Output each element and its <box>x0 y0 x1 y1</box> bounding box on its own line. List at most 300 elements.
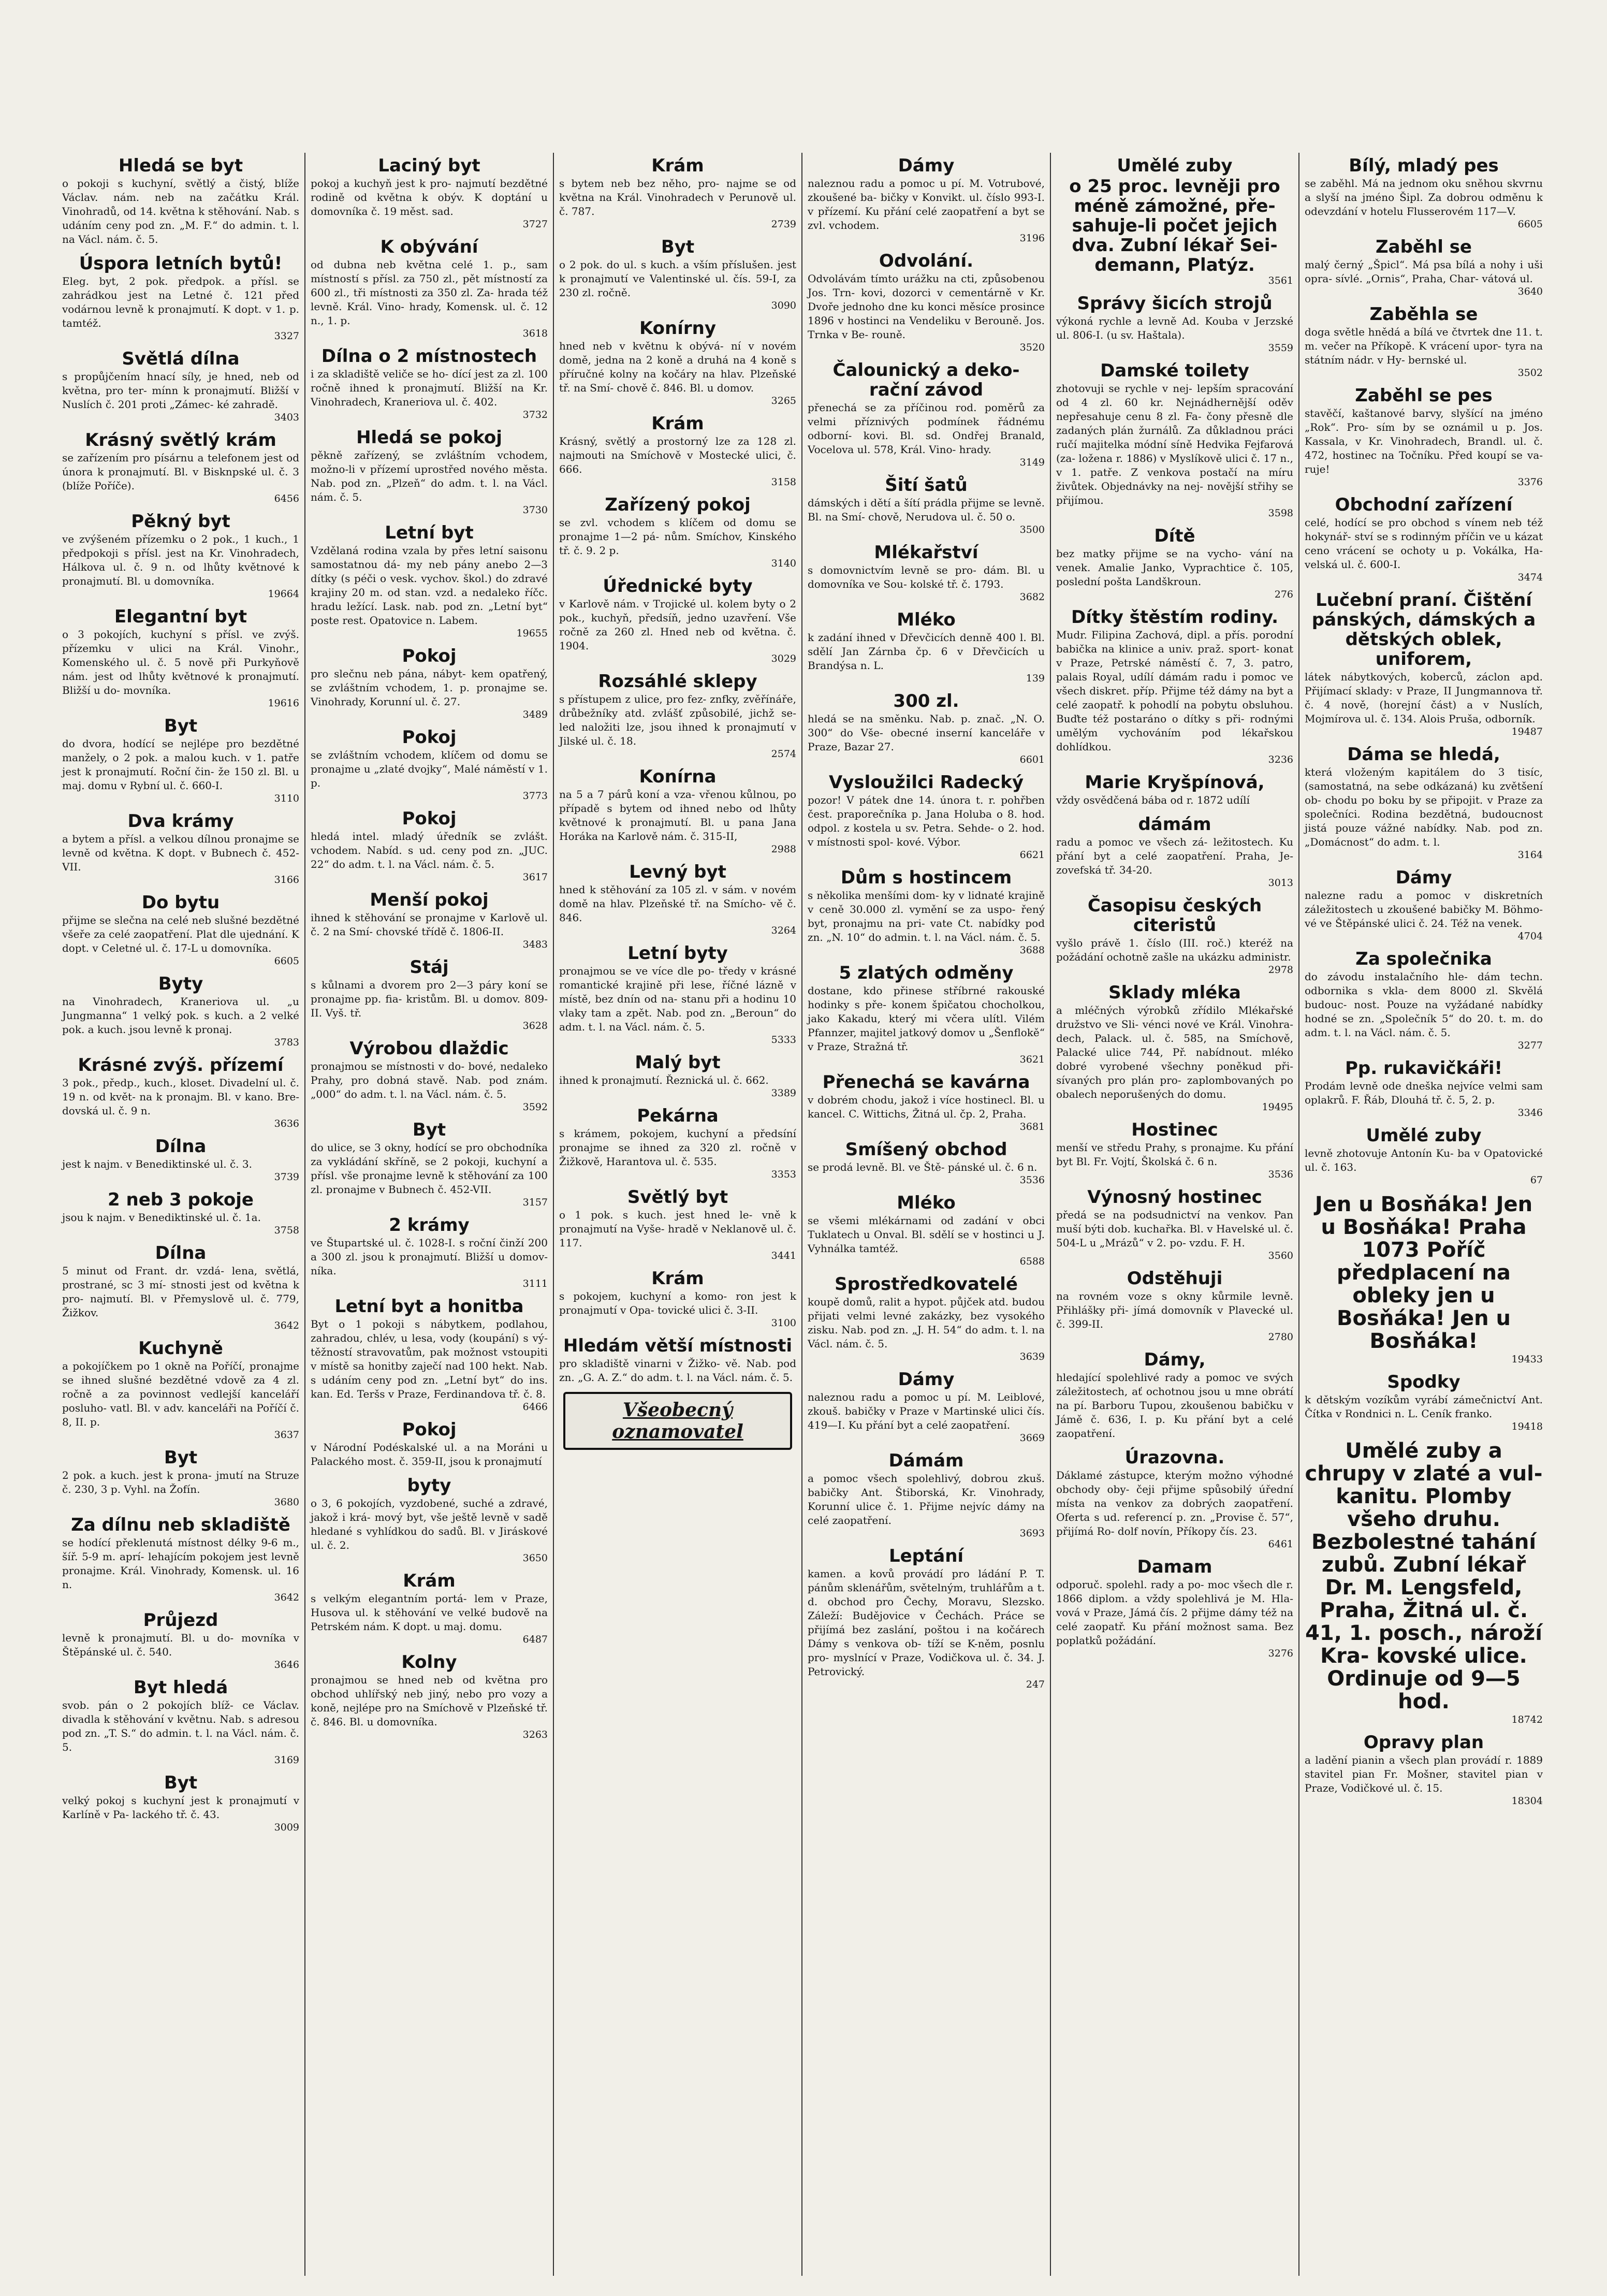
classified-ad <box>1056 361 1293 519</box>
classified-ad <box>559 672 796 760</box>
ad-number: 3263 <box>522 1729 548 1740</box>
ad-text: levně k pronajmutí. Bl. u do- movníka v Štěpánské ul. č. 540. <box>62 1632 299 1658</box>
ad-title: 2 neb 3 pokoje <box>108 1189 254 1210</box>
classified-ad <box>1305 1440 1543 1725</box>
ad-number: 6605 <box>1517 219 1543 230</box>
ad-title: Výnosný hostinec <box>1087 1187 1262 1208</box>
ad-number: 2574 <box>771 748 796 760</box>
classified-ad <box>62 716 299 804</box>
classified-ad <box>559 576 796 664</box>
ad-number: 3561 <box>1268 275 1293 286</box>
classified-ad <box>62 1243 299 1331</box>
ad-number: 3346 <box>1517 1107 1543 1118</box>
column-3 <box>554 153 802 2276</box>
ad-text: doga světle hnědá a bílá ve čtvrtek dne 11. t. m. večer na Příkopě. K vrácení upor- tyra na státním nádr. v Hy- bernské ul. <box>1305 326 1543 366</box>
ad-text: od dubna neb května celé 1. p., sam místností s přísl. za 750 zl., pět místností za 600 zl., tři místnosti za 350 zl. Za- hrada též levně. Král. Vino- hrady, Komensk. ul. č. 12 n., 1. p. <box>311 258 548 327</box>
ad-text: zhotovuji se rychle v nej- lepším spracování od 4 zl. 60 kr. Nejnádhernější oděv nepřesahuje cenu 8 zl. Fa- čony přesně dle zadaných plán žurnálů. Za důkladnou práci ručí majitelka módní síně Hedvika Fejfarová (za- ložena r. 1886) v Myslíkově ulici č. 17 n., v 1. patře. Z venkova postačí na míru živůtek. Objednávky na nej- novější střihy se přijímou. <box>1056 382 1293 506</box>
classified-ad <box>808 773 1045 861</box>
ad-text: s bytem neb bez něho, pro- najme se od května na Král. Vinohradech v Perunově ul. č. 787. <box>559 177 796 217</box>
ad-title: Rozsáhlé sklepy <box>598 671 757 692</box>
ad-text: celé, hodící se pro obchod s vínem neb též hokynář- ství se s rodinným příčin ve u kázat ceno vrácení se ochoty u p. Vokálka, Ha- velská ul. č. 600-I. <box>1305 516 1543 571</box>
ad-title: Čalounický a deko- rační závod <box>832 360 1020 400</box>
ad-title: Dům s hostincem <box>840 867 1012 888</box>
classified-ad <box>62 1515 299 1603</box>
ad-title: Letní byt a honitba <box>334 1296 524 1317</box>
classified-ad <box>62 1678 299 1766</box>
ad-text: na 5 a 7 párů koní a vza- vřenou kůlnou, po případě s bytem od ihned nebo od lhůty květnové k pronajmutí. Bl. u pana Jana Horáka na Karlově nám. č. 315-II, <box>559 788 796 842</box>
ad-text: s přístupem z ulice, pro fez- znfky, zvěřínáře, drůbežníky atd. zvlášť způsobilé, jichž se- led naložiti lze, jsou ihned k pronajmutí v Jilské ul. č. 18. <box>559 693 796 747</box>
ad-text: přenechá se za příčinou rod. poměrů za velmi příznivých podmínek řádnému odborní- kovi. Bl. sd. Ondřej Branald, Vocelova ul. 578, Král. Vino- hrady. <box>808 401 1045 456</box>
classified-ad <box>808 1072 1045 1132</box>
ad-title: Dámám <box>888 1450 964 1471</box>
ad-text: o 3 pokojích, kuchyní s přísl. ve zvýš. přízemku v ulici na Král. Vinohr., Komenského ul. č. 5 nově při Purkyňově nám. jest od lhůty květnové k pronajmutí. Bližší u do- movníka. <box>62 628 299 696</box>
classified-ad <box>311 957 548 1031</box>
classified-ad <box>559 1187 796 1261</box>
ad-number: 3669 <box>1019 1432 1045 1444</box>
ad-text: vždy osvědčená bába od r. 1872 udílí <box>1056 794 1250 806</box>
classified-ad <box>311 890 548 950</box>
ad-text: s krámem, pokojem, kuchyní a předsíní pronajme se ihned za 320 zl. ročně v Žižkově, Harantova ul. č. 535. <box>559 1127 796 1168</box>
classified-ad <box>1056 773 1293 807</box>
ad-title: Krám <box>651 413 704 434</box>
ad-number: 3640 <box>1517 286 1543 297</box>
ad-text: levně zhotovuje Antonín Ku- ba v Opatovické ul. č. 163. <box>1305 1147 1543 1173</box>
ad-text: pronajmou se místnosti v do- bové, nedaleko Prahy, pro dobná stavě. Nab. pod znám. „000“ do adm. t. l. na Václ. nám. č. 5. <box>311 1060 548 1100</box>
ad-title: Damam <box>1137 1557 1212 1577</box>
ad-number: 6487 <box>522 1634 548 1645</box>
classified-ad <box>311 1571 548 1645</box>
ad-number: 3682 <box>1019 591 1045 603</box>
ad-text: se prodá levně. Bl. ve Ště- pánské ul. č. 6 n. <box>808 1161 1038 1173</box>
classified-ad <box>559 1106 796 1180</box>
ad-text: na Vinohradech, Kraneriova ul. „u Jungmanna“ 1 velký pok. s kuch. a 2 velké pok. a kuch. jsou levně k pronaj. <box>62 995 299 1036</box>
ad-title: Časopisu českých citeristů <box>1087 895 1262 936</box>
ad-number: 3441 <box>771 1250 796 1261</box>
ad-title: Mléko <box>897 609 956 630</box>
ad-text: s několika menšími dom- ky v lidnaté krajině v ceně 30.000 zl. vymění se za uspo- řený byt, pronajmu na pri- vate Ct. nabídky pod zn. „N. 10“ do admin. t. l. na Václ. nám. č. 5. <box>808 889 1045 943</box>
ad-number: 3636 <box>274 1118 299 1129</box>
ad-title: Byt <box>164 1772 198 1793</box>
ad-text: 3 pok., předp., kuch., kloset. Divadelní ul. č. 19 n. od květ- na k pronajm. Bl. v kano. Bre- dovská ul. č. 9 n. <box>62 1077 299 1117</box>
ad-text: jsou k najm. v Benediktinské ul. č. 1a. <box>62 1211 261 1224</box>
classified-ad <box>62 1190 299 1236</box>
classified-ad <box>1305 949 1543 1051</box>
ad-text: naleznou radu a pomoc u pí. M. Votrubové, zkoušené ba- bičky v Konvikt. ul. číslo 993-I. v přízemí. Ku přání celé zaopatření a byt se zvl. vchodem. <box>808 177 1045 231</box>
ad-text: malý černý „Špicl“. Má psa bílá a nohy i uši opra- sívlé. „Ornis“, Praha, Char- vátová ul. <box>1305 258 1543 285</box>
ad-title: Přenechá se kavárna <box>822 1072 1030 1093</box>
ad-text: Krásný, světlý a prostorný lze za 128 zl. najmouti na Smíchově v Mostecké ulici, č. 666. <box>559 435 796 475</box>
classified-ad <box>559 1053 796 1099</box>
classified-ad <box>1305 1126 1543 1186</box>
ad-title: Umělé zuby a chrupy v zlaté a vul- kanitu. Plomby všeho druhu. Bezbolestné tahání zubů. Zubní lékař Dr. M. Lengsfeld, Praha, Žitná ul. č. 41, 1. posch., nároží Kra- kovské ulice. Ordinuje od 9—5 hod. <box>1305 1439 1543 1713</box>
ad-number: 3483 <box>522 939 548 950</box>
ad-text: pokoj a kuchyň jest k pro- najmutí bezdětné rodině od května k obýv. K doptání u domovníka č. 19 měst. sad. <box>311 177 548 217</box>
ad-number: 2780 <box>1268 1331 1293 1343</box>
ad-title: Stáj <box>410 957 449 978</box>
ad-text: v Karlově nám. v Trojické ul. kolem byty o 2 pok., kuchyň, předsíň, jedno uzavření. Vše ročně za 260 zl. Hned neb od května. č. 1904. <box>559 598 796 652</box>
ad-number: 19418 <box>1511 1421 1543 1432</box>
classified-ad <box>1305 1193 1543 1365</box>
ad-number: 3100 <box>771 1317 796 1329</box>
ad-number: 3618 <box>522 328 548 339</box>
classified-ad <box>1305 590 1543 737</box>
ad-text: stavěčí, kaštanové barvy, slyšící na jméno „Rok“. Pro- sím by se oznámil u p. Jos. Kassala, v Kr. Vinohradech, Brandl. ul. č. 472, hostinec na Točníku. Před koupí se va- ruje! <box>1305 407 1543 475</box>
ad-title: Dítky štěstím rodiny. <box>1071 607 1278 628</box>
ad-text: s kůlnami a dvorem pro 2—3 páry koní se pronajme pp. fia- kristům. Bl. u domov. 809-II. Vyš. tř. <box>311 979 548 1019</box>
ad-text: hledá se na směnku. Nab. p. znač. „N. O. 300“ do Vše- obecné inserní kanceláře v Praze, Bazar 27. <box>808 713 1045 753</box>
classified-ad <box>311 728 548 802</box>
classified-ad <box>1056 607 1293 765</box>
ad-number: 19433 <box>1511 1354 1543 1365</box>
classified-ad <box>311 1476 548 1564</box>
banner-vseobecny-oznamovatel <box>563 1392 792 1450</box>
ad-number: 3730 <box>522 504 548 516</box>
ad-number: 19487 <box>1511 726 1543 737</box>
ad-number: 3520 <box>1019 342 1045 353</box>
classified-ad <box>808 475 1045 535</box>
ad-number: 3688 <box>1019 944 1045 956</box>
ad-text: a pokojíčkem po 1 okně na Poříčí, pronajme se ihned slušné bezdětné vdově za 4 zl. ročně a za povinnost vedlejší kanceláří posluho- vatl. Bl. v adv. kanceláři na Poříčí č. 8, II. p. <box>62 1360 299 1428</box>
classified-ad <box>1056 896 1293 976</box>
classified-ad <box>1056 1448 1293 1550</box>
ad-title: Byt <box>164 716 198 736</box>
classified-ad <box>62 893 299 967</box>
classified-ad <box>311 1652 548 1740</box>
ad-title: Šití šatů <box>885 475 968 496</box>
ad-number: 3403 <box>274 412 299 423</box>
ad-text: Odvolávám tímto urážku na cti, způsobenou Jos. Trn- kovi, dozorci v cementárně v Kr. Dvoře jednoho dne ku konci měsíce prosince 1896 v hostinci na Vendeliku v Berouně. Jos. Trnka v Be- rouně. <box>808 272 1045 341</box>
classified-ad <box>1056 1120 1293 1180</box>
ad-text: ihned k stěhování se pronajme v Karlově ul. č. 2 na Smí- chovské třídě č. 1806-II. <box>311 911 548 938</box>
ad-number: 247 <box>1026 1679 1045 1690</box>
classified-ad <box>1056 1269 1293 1343</box>
ad-number: 6601 <box>1019 754 1045 765</box>
ad-number: 19664 <box>268 588 299 600</box>
classified-ad <box>808 360 1045 468</box>
ad-number: 3560 <box>1268 1250 1293 1261</box>
classified-ad <box>808 963 1045 1065</box>
banner-line-1: Všeobecný <box>622 1399 733 1421</box>
classified-ad <box>311 646 548 720</box>
ad-number: 6605 <box>274 955 299 967</box>
ad-text: dostane, kdo přinese stříbrné rakouské hodinky s pře- konem špičatou chocholkou, jako Kakadu, který mi včera ulítl. Vilém Pfannzer, majitel jatkový domov u „Šenflokě“ v Praze, Stražná tř. <box>808 984 1045 1053</box>
ad-text: bez matky přijme se na vycho- vání na venek. Amalie Janko, Vyprachtice č. 105, poslední pošta Landškroun. <box>1056 547 1293 588</box>
ad-text: naleznou radu a pomoc u pí. M. Leiblové, zkouš. babičky v Praze v Martinské ulici čís. 419—I. Ku přání byt a celé zaopatření. <box>808 1391 1045 1431</box>
ad-number: 19655 <box>516 628 548 639</box>
ad-text: ve zvýšeném přízemku o 2 pok., 1 kuch., 1 předpokoji s přísl. jest na Kr. Vinohradech, Hálkova ul. č. 9 n. od lhůty květnové k pronajmutí. Bl. u domovníka. <box>62 533 299 587</box>
classified-ad <box>808 868 1045 956</box>
ad-number: 3758 <box>274 1225 299 1236</box>
ad-text: se hodící překlenutá místnost délky 9-6 m., šíř. 5-9 m. aprí- lehajícím pokojem jest levně pronajme. Král. Vinohrady, Komensk. ul. 16 n. <box>62 1536 299 1591</box>
ad-title: Letní byt <box>385 522 474 543</box>
ad-text: přijme se slečna na celé neb slušné bezdětné všeře za celé zaopatření. Plat dle ujednání. K dopt. v Celetné ul. č. 17-L u domovníka. <box>62 914 299 954</box>
ad-number: 3164 <box>1517 849 1543 861</box>
ad-text: pro skladiště vinarni v Žižko- vě. Nab. pod zn. „G. A. Z.“ do adm. t. l. na Václ. nám. č. 5. <box>559 1357 796 1384</box>
classified-ad <box>559 767 796 855</box>
ad-title: Jen u Bosňáka! Jen u Bosňáka! Praha 1073 Poříč předplacení na obleky jen u Bosňáka! Jen u Bosňáka! <box>1314 1193 1533 1353</box>
ad-title: Výrobou dlaždic <box>349 1038 509 1059</box>
ad-number: 3090 <box>771 300 796 311</box>
ad-text: dámských i dětí a šítí prádla přijme se levně. Bl. na Smí- chově, Nerudova ul. č. 50 o. <box>808 497 1045 523</box>
ad-number: 3236 <box>1268 754 1293 765</box>
ad-title: Světlá dílna <box>122 348 240 369</box>
ad-title: Dílna <box>155 1243 207 1263</box>
column-4 <box>802 153 1051 2276</box>
ad-number: 3327 <box>274 330 299 342</box>
ad-number: 3650 <box>522 1552 548 1564</box>
classified-ad <box>559 943 796 1045</box>
ad-number: 3149 <box>1019 457 1045 468</box>
ad-text: pěkně zařízený, se zvláštním vchodem, možno-li v přízemí uprostřed nového města. Nab. pod zn. „Plzeň“ do adm. t. l. na Václ. nám. č. 5. <box>311 449 548 503</box>
classified-ad <box>62 1339 299 1441</box>
ad-number: 3639 <box>1019 1351 1045 1362</box>
ad-title: Dáma se hledá, <box>1347 744 1500 765</box>
classified-page <box>57 153 1548 2276</box>
ad-text: do ulice, se 3 okny, hodící se pro obchodníka za vykládání skříně, se 2 pokoji, kuchyní a přísl. vše pronajme levně k stěhování za 100 zl. pronajme v Bubnech č. 452-VII. <box>311 1141 548 1196</box>
ad-title: Byt <box>412 1120 446 1140</box>
ad-text: ve Štupartské ul. č. 1028-I. s roční činží 200 a 300 zl. jsou k pronajmutí. Bližší u domov- níka. <box>311 1237 548 1277</box>
ad-title: Dva krámy <box>127 811 234 832</box>
classified-ad <box>1056 294 1293 354</box>
classified-ad <box>808 156 1045 244</box>
ad-text: o 1 pok. s kuch. jest hned le- vně k pronajmutí na Vyše- hradě v Neklanově ul. č. 117. <box>559 1209 796 1249</box>
ad-title: Obchodní zařízení <box>1335 495 1513 515</box>
classified-ad <box>62 1137 299 1183</box>
ad-text: koupě domů, ralit a hypot. půjček atd. budou přijati velmi levné zakázky, bez vysokého zisku. Nab. pod zn. „J. H. 54“ do adm. t. l. na Václ. nám. č. 5. <box>808 1296 1045 1350</box>
banner-line-2: oznamovatel <box>612 1421 743 1443</box>
classified-ad <box>1056 1557 1293 1659</box>
ad-title: Dílna <box>155 1136 207 1157</box>
classified-ad <box>1056 156 1293 286</box>
ad-number: 3029 <box>771 653 796 664</box>
ad-number: 3637 <box>274 1429 299 1441</box>
ad-text: i za skladiště veliče se ho- dící jest za zl. 100 ročně ihned k pronajmutí. Bližší na Kr. Vinohradech, Kraneriova ul. č. 402. <box>311 368 548 408</box>
ad-text: 2 pok. a kuch. jest k prona- jmutí na Struze č. 230, 3 p. Vyhl. na Žofín. <box>62 1469 299 1495</box>
ad-title: Za společnika <box>1355 949 1492 969</box>
classified-ad <box>808 1370 1045 1444</box>
ad-text: Mudr. Filipina Zachová, dipl. a přís. porodní babička na klinice a univ. praž. sport- konat v Praze, Petrské náměstí č. 7, 3. patro, palais Royal, udílí dámám radu i pomoc ve všech diskret. příp. Přijme též dámy na byt a celé zaopatř. k pohodlí na pobytu obsluhou. Buďte též postaráno o dítky s při- rodnými umělým vychováním pod lékařskou dohlídkou. <box>1056 629 1293 753</box>
classified-ad <box>311 428 548 516</box>
ad-text: na rovném voze s okny kůrmile levně. Přihlášky při- jímá domovník v Plavecké ul. č. 399-II. <box>1056 1290 1293 1330</box>
ad-title: Vysloužilci Radecký <box>828 772 1024 793</box>
classified-ad <box>311 346 548 420</box>
ad-text: svob. pán o 2 pokojích blíž- ce Václav. divadla k stěhování v květnu. Nab. s adresou pod zn. „T. S.“ do admin. t. l. na Václ. nám. č. 5. <box>62 1699 299 1753</box>
ad-number: 3140 <box>771 558 796 569</box>
ad-number: 4704 <box>1517 931 1543 942</box>
ad-title: Umělé zuby <box>1366 1125 1482 1146</box>
classified-ad <box>1056 526 1293 600</box>
ad-text: předá se na podsudnictví na venkov. Pan muší býti dob. kuchařka. Bl. v Havelské ul. č. 504-L u „Mrázů“ v 2. po- vzdu. F. H. <box>1056 1209 1293 1249</box>
ad-text: s velkým elegantním portá- lem v Praze, Husova ul. k stěhování ve velké budově na Petrském nám. K dopt. u maj. domu. <box>311 1592 548 1633</box>
ad-number: 3727 <box>522 219 548 230</box>
ad-text: do závodu instalačního hle- dám techn. odbornika s vkla- dem 8000 zl. Skvělá budouc- nost. Pouze na vyžádané nabídky hodné se zn. „Společník 5“ do 20. t. m. do adm. t. l. na Václ. nám. č. 5. <box>1305 970 1543 1039</box>
classified-ad <box>311 1215 548 1289</box>
ad-text: s domovnictvím levně se pro- dám. Bl. u domovníka ve Sou- kolské tř. č. 1793. <box>808 564 1045 590</box>
ad-text: pro slečnu neb pána, nábyt- kem opatřený, se zvláštním vchodem, 1. p. pronajme se. Vinohrady, Korunní ul. č. 27. <box>311 667 548 708</box>
ad-number: 18304 <box>1511 1795 1543 1807</box>
classified-ad <box>311 237 548 339</box>
ad-title: Byt <box>164 1447 198 1468</box>
classified-ad <box>62 156 299 246</box>
ad-number: 6588 <box>1019 1256 1045 1267</box>
classified-ad <box>311 1120 548 1208</box>
ad-number: 3642 <box>274 1320 299 1331</box>
classified-ad <box>62 974 299 1048</box>
ad-text: a bytem a přísl. a velkou dílnou pronajme se levně od května. K dopt. v Bubnech č. 452-VII. <box>62 833 299 873</box>
ad-text: Vzdělaná rodina vzala by přes letní saisonu samostatnou dá- my neb pány anebo 2—3 dítky (s péči o vesk. vychov. škol.) do zdravé krajiny 20 m. od stan. vzd. a nedaleko říčc. hradu ležící. Lask. nab. pod zn. „Letní byt“ poste rest. Opatovice n. Labem. <box>311 544 548 627</box>
classified-ad <box>1305 304 1543 379</box>
ad-number: 3536 <box>1019 1174 1045 1186</box>
ad-title: dámám <box>1138 814 1211 835</box>
ad-text: o 25 proc. levněji pro méně zámožné, pře- sahuje-li počet jejich dva. Zubní lékař Sei- demann, Platýz. <box>1069 176 1280 275</box>
ad-title: Dámy <box>1395 867 1452 888</box>
ad-number: 3489 <box>522 709 548 720</box>
classified-ad <box>808 1274 1045 1362</box>
ad-title: Do bytu <box>141 892 220 913</box>
ad-title: Za dílnu neb skladiště <box>71 1515 290 1535</box>
classified-ad <box>1305 745 1543 861</box>
ad-title: Krásný světlý krám <box>85 430 276 451</box>
ad-title: Odstěhuji <box>1127 1268 1223 1289</box>
ad-title: Letní byty <box>627 943 728 964</box>
ad-text: s propůjčením hnací síly, je hned, neb od května, pro ter- mínn k pronajmutí. Bližší v Nuslích č. 201 proti „Zámec- ké zahradě. <box>62 370 299 411</box>
classified-ad <box>1305 1733 1543 1807</box>
ad-title: Konírna <box>639 766 717 787</box>
ad-text: jest k najm. v Benediktinské ul. č. 3. <box>62 1158 252 1170</box>
ad-title: Laciný byt <box>378 155 480 176</box>
ad-title: K obývání <box>380 237 478 257</box>
classified-ad <box>1305 237 1543 297</box>
ad-number: 67 <box>1530 1174 1543 1186</box>
ad-title: Úspora letních bytů! <box>79 253 283 274</box>
classified-ad <box>559 495 796 569</box>
ad-title: Umělé zuby <box>1117 155 1233 176</box>
classified-ad <box>808 1140 1045 1186</box>
ad-text: kamen. a kovů provádí pro ládání P. T. pánům sklenářům, světelným, truhlářům a t. d. obchod pro Čechy, Moravu, Slezsko. Záleží: Budějovice v Čechách. Práce se přijímá bez zaslání, poštou i na kočárech Dámy s venkova ob- tíží se K-něm, posnlu pro- myslnící v Praze, Vodičkova ul. č. 34. J. Petrovický. <box>808 1567 1045 1678</box>
ad-number: 3773 <box>522 790 548 802</box>
ad-number: 3376 <box>1517 476 1543 488</box>
column-1 <box>57 153 305 2276</box>
ad-text: a mléčných výrobků zřídilo Mlékařské družstvo ve Sli- vénci nové ve Král. Vinohra- dech, Palack. ul. č. 585, na Smíchově, Palacké ulice 744, Př. nabídnout. mléko dobré vyrobené všechny poněkud při- sívaných pro plán pro- zaplombovaných po obalech neporušených do domu. <box>1056 1004 1293 1100</box>
classified-ad <box>62 1055 299 1129</box>
ad-number: 3680 <box>274 1496 299 1508</box>
ad-number: 6621 <box>1019 849 1045 861</box>
ad-number: 3617 <box>522 871 548 883</box>
classified-ad <box>1305 156 1543 230</box>
classified-ad <box>62 254 299 342</box>
ad-title: Sklady mléka <box>1108 982 1241 1003</box>
ad-number: 3500 <box>1019 524 1045 535</box>
ad-title: Úřednické byty <box>603 576 753 597</box>
classified-ad <box>1305 495 1543 583</box>
ad-title: Dámy <box>898 1369 955 1390</box>
ad-title: Pekárna <box>637 1106 719 1126</box>
ad-title: Marie Kryšpínová, <box>1085 772 1265 793</box>
classified-ad <box>1056 1187 1293 1261</box>
ad-title: Pěkný byt <box>131 511 230 532</box>
ad-title: Zaběhla se <box>1369 304 1478 325</box>
ad-text: radu a pomoc ve všech zá- ležitostech. Ku přání byt a celé zaopatření. Praha, Je- zovefská tř. 34-20. <box>1056 836 1293 876</box>
ad-title: Odvolání. <box>879 251 974 271</box>
ad-text: hned k stěhování za 105 zl. v sám. v novém domě na hlav. Plzeňské tř. na Smícho- vě č. 846. <box>559 883 796 924</box>
ad-number: 3559 <box>1268 342 1293 354</box>
classified-ad <box>808 610 1045 684</box>
ad-text: nalezne radu a pomoc v diskretních záležitostech u zkoušené babičky M. Böhmo- vé ve Štěpánské ulici č. 24. Též na venek. <box>1305 889 1543 929</box>
classified-ad <box>808 1193 1045 1267</box>
ad-title: Bílý, mladý pes <box>1349 155 1499 176</box>
ad-text: hned neb v květnu k obývá- ní v novém domě, jedna na 2 koně a druhá na 4 koně s příručné kolny na kočáry na hlav. Plzeňské tř. na Smí- chově č. 846. Bl. u domov. <box>559 340 796 394</box>
ad-title: Byt <box>661 237 695 257</box>
ad-title: byty <box>407 1475 451 1496</box>
ad-number: 18742 <box>1511 1714 1543 1725</box>
ad-title: Pokoj <box>402 1419 457 1440</box>
classified-ad <box>62 1448 299 1508</box>
classified-ad <box>808 691 1045 765</box>
ad-title: Krám <box>651 1268 704 1289</box>
ad-number: 3110 <box>274 793 299 804</box>
ad-text: Eleg. byt, 2 pok. předpok. a přísl. se zahrádkou jest na Letné č. 121 před vodárnou levně k pronajmutí. K dopt. v 1. p. tamtéž. <box>62 275 299 329</box>
ad-text: hledá intel. mladý úředník se zvlášt. vchodem. Nabíd. s ud. ceny pod zn. „JUC. 22“ do adm. t. l. na Václ. nám. č. 5. <box>311 830 548 870</box>
classified-ad <box>559 318 796 406</box>
ad-text: menší ve středu Prahy, s pronajme. Ku přání byt Bl. Fr. Vojtí, Školská č. 6 n. <box>1056 1141 1293 1168</box>
ad-text: Byt o 1 pokoji s nábytkem, podlahou, zahradou, chlév, u lesa, vody (koupání) s vý- těžností stravovatům, pak možnost vstoupiti v místě sa honitby zaječí nad 100 hekt. Nab. s udáním ceny pod zn. „Letní byt“ do ins. kan. Ed. Teršs v Praze, Ferdinandova tř. č. 8. <box>311 1318 548 1400</box>
ad-text: o pokoji s kuchyní, světlý a čistý, blíže Václav. nám. neb na začátku Král. Vinohradů, od 14. května k stěhování. Nab. s udáním ceny pod zn. „M. F.“ do admin. t. l. na Václ. nám. č. 5. <box>62 177 299 245</box>
ad-text: látek nábytkových, koberců, záclon apd. Přijímací sklady: v Praze, II Jungmannova tř. č. 4 nově, (horejní část) a v Nuslích, Mojmírova ul. č. 134. Alois Pruša, odborník. <box>1305 671 1543 725</box>
ad-title: Sprostředkovatelé <box>835 1274 1018 1295</box>
ad-title: Krám <box>403 1571 456 1591</box>
ad-number: 3157 <box>522 1197 548 1208</box>
ad-text: Prodám levně ode dneška nejvíce velmi sam oplakrů. F. Řáb, Dlouhá tř. č. 5, 2. p. <box>1305 1080 1543 1106</box>
classified-ad <box>1305 1058 1543 1118</box>
ad-text: do dvora, hodící se nejlépe pro bezdětné manžely, o 2 pok. a malou kuch. v 1. patře jest k pronajmutí. Roční čin- že 150 zl. Bl. u maj. domu v Rybní ul. č. 660-I. <box>62 737 299 792</box>
ad-text: a pomoc všech spolehlivý, dobrou zkuš. babičky Ant. Štiborská, Kr. Vinohrady, Korunní ulice č. 1. Přijme nejvíc dámy na celé zaopatření. <box>808 1472 1045 1527</box>
ad-text: pronajmou se ve více dle po- tředy v krásné romantické krajině při lese, říčné lázně v místě, bez dnín od na- stanu při a hodinu 10 vlaky tam a zpět. Nab. pod zn. „Beroun“ do adm. t. l. na Václ. nám. č. 5. <box>559 965 796 1033</box>
ad-title: Zaběhl se pes <box>1355 385 1493 406</box>
classified-ad <box>62 1610 299 1670</box>
ad-text: se zařízením pro písárnu a telefonem jest od února k pronajmutí. Bl. v Bisknpské ul. č. 3 (blíže Poříče). <box>62 452 299 492</box>
ad-title: 2 krámy <box>389 1215 470 1236</box>
ad-number: 3642 <box>274 1592 299 1603</box>
classified-ad <box>62 811 299 885</box>
ad-title: Elegantní byt <box>114 606 247 627</box>
ad-title: Byt hledá <box>133 1677 228 1698</box>
classified-ad <box>559 156 796 230</box>
ad-text: pozor! V pátek dne 14. února t. r. pohřben čest. praporečníka p. Jana Holuba o 8. hod. odpol. z kostela u sv. Petra. Sehde- o 2. hod. v místnosti spol- kové. Výbor. <box>808 794 1045 848</box>
classified-ad <box>808 1451 1045 1539</box>
ad-text: vyšlo právě 1. číslo (III. roč.) kteréž na požádání ochotně zašle na ukázku administr. <box>1056 937 1293 963</box>
ad-text: o 2 pok. do ul. s kuch. a vším příslušen. jest k pronajmutí ve Valentinské ul. čís. 59-I, za 230 zl. ročně. <box>559 258 796 299</box>
ad-number: 2739 <box>771 219 796 230</box>
ad-number: 6466 <box>522 1401 548 1413</box>
ad-title: Pokoj <box>402 646 457 666</box>
ad-number: 19495 <box>1262 1101 1293 1113</box>
classified-ad <box>1056 1350 1293 1441</box>
ad-title: Levný byt <box>629 862 726 882</box>
ad-title: Pp. rukavičkáři! <box>1345 1058 1502 1079</box>
ad-text: a ladění pianin a všech plan provádí r. 1889 stavitel pian Fr. Mošner, stavitel pian v Praze, Vodičkové ul. č. 15. <box>1305 1754 1543 1794</box>
ad-title: Správy šicích strojů <box>1077 293 1273 314</box>
ad-title: Světlý byt <box>627 1187 728 1208</box>
ad-title: Damské toilety <box>1100 360 1249 381</box>
ad-text: s pokojem, kuchyní a komo- ron jest k pronajmutí v Opa- tovické ulici č. 3-II. <box>559 1290 796 1316</box>
ad-title: Úrazovna. <box>1124 1447 1225 1468</box>
ad-number: 3166 <box>274 874 299 885</box>
ad-title: Hledá se byt <box>118 155 243 176</box>
ad-number: 3474 <box>1517 572 1543 583</box>
ad-number: 3264 <box>771 925 796 936</box>
classified-ad <box>808 1546 1045 1690</box>
ad-title: Kuchyně <box>138 1338 223 1359</box>
